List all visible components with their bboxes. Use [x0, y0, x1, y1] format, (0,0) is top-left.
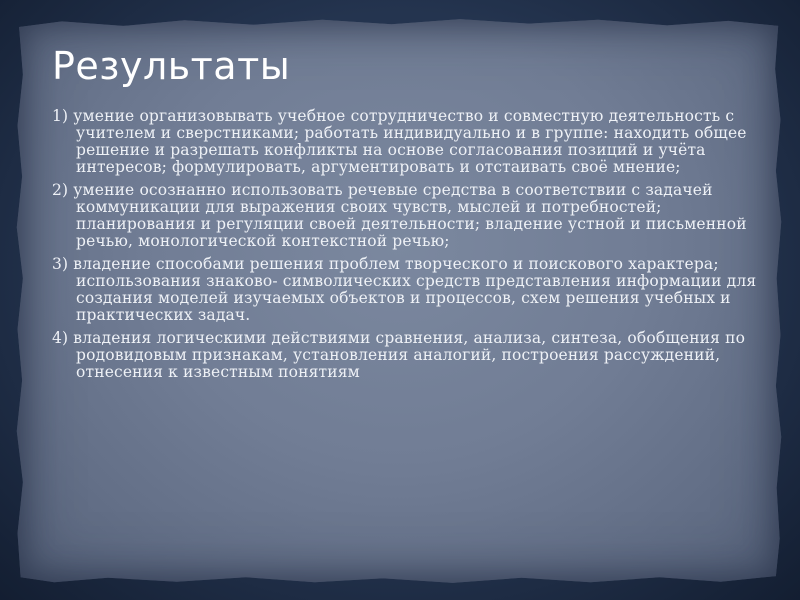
- list-item-3: 3) владение способами решения проблем творческого и поискового характера; использования знаково- символических средств представления информации для создания моделей изучаемых объектов и процессов, схем решения учебных и практических задач.: [52, 255, 757, 324]
- list-item-4: 4) владения логическими действиями сравнения, анализа, синтеза, обобщения по родовидовым признакам, установления аналогий, построения рассуждений, отнесения к известным понятиям: [52, 329, 746, 381]
- results-list: [52, 108, 764, 387]
- slide-title: Результаты: [52, 44, 291, 88]
- list-item-1: 1) умение организовывать учебное сотрудничество и совместную деятельность с учителем и сверстниками; работать индивидуально и в группе: находить общее решение и разрешать конфликты на основе согласования позиций и учёта интересов; формулировать, аргументировать и отстаивать своё мнение;: [52, 107, 747, 176]
- list-item-2: 2) умение осознанно использовать речевые средства в соответствии с задачей коммуникации для выражения своих чувств, мыслей и потребностей; планирования и регуляции своей деятельности; владение устной и письменной речью, монологической контекстной речью;: [52, 181, 747, 250]
